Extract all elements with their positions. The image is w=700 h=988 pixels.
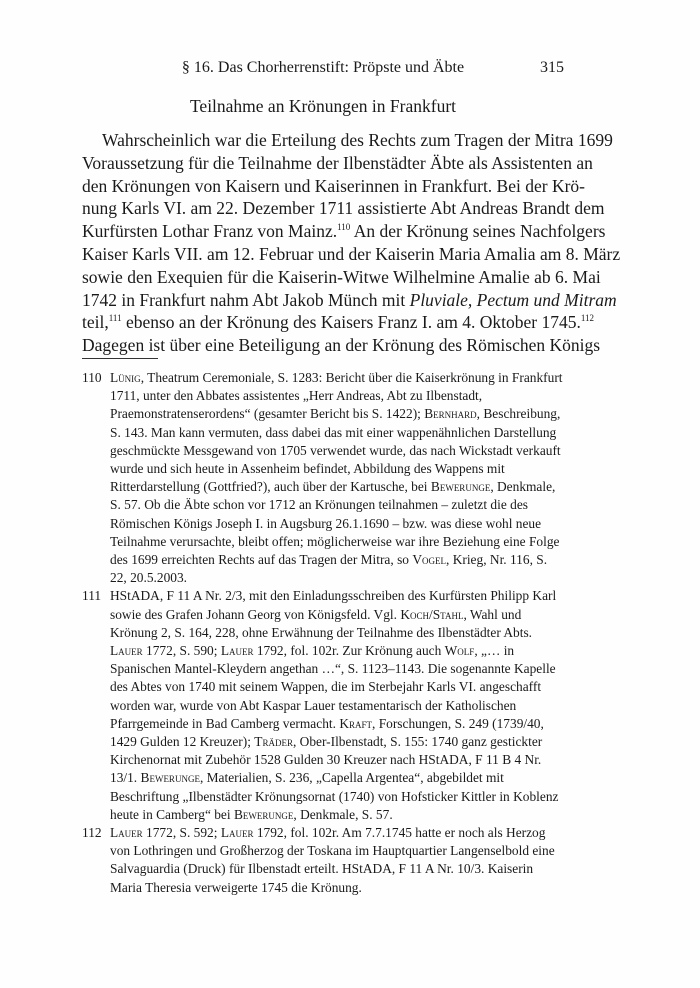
body-text-run: teil, bbox=[82, 312, 109, 333]
footnotes bbox=[82, 369, 564, 897]
italic-phrase: Pluviale, Pectum und Mitram bbox=[409, 289, 617, 310]
footnote-text: , „… in Spanischen Mantel-Kleydern angethan …“, S. 1123–1143. Die sogenannte Kapelle des Abtes von 1740 mit seinem Wappen, die im Sterbejahr Karls VI. angeschafft worden war, wurde von Abt Kaspar Lauer testamentarisch der Katholischen Pfarrgemeinde in Bad Camberg vermacht. bbox=[110, 643, 556, 731]
body-line bbox=[82, 311, 595, 334]
body-line: Dagegen ist über eine Beteiligung an der Krönung des Römischen Königs bbox=[82, 335, 601, 356]
footnote-ref-112[interactable]: 112 bbox=[580, 313, 595, 324]
author-name: Wolf bbox=[444, 643, 475, 659]
body-text-run: 1742 in Frankfurt nahm Abt Jakob Münch mit bbox=[82, 289, 410, 310]
footnote-number: 111 bbox=[82, 588, 102, 604]
footnote-text: 1772, S. 590; bbox=[142, 643, 221, 659]
footnote-111 bbox=[82, 587, 564, 824]
author-name: Koch/Stahl bbox=[400, 606, 464, 622]
footnote-divider bbox=[82, 358, 158, 359]
footnote-text: 1792, fol. 102r. Zur Krönung auch bbox=[253, 643, 445, 659]
author-name: Lünig bbox=[110, 370, 141, 385]
running-title: § 16. Das Chorherrenstift: Pröpste und Äbte bbox=[181, 59, 465, 76]
footnote-text: , Ober-Ilbenstadt, S. 155: 1740 ganz gestickter Kirchenornat mit Zubehör 1528 Gulden 30 Kreuzer nach HStADA, F 11 B 4 Nr. 13/1. bbox=[110, 734, 543, 786]
author-name: Bewerunge bbox=[140, 770, 200, 786]
body-text-run: Kurfürsten Lothar Franz von Mainz. bbox=[82, 221, 338, 242]
author-name: Bewerunge bbox=[430, 479, 491, 495]
body-line: Voraussetzung für die Teilnahme der Ilbenstädter Äbte als Assistenten an bbox=[82, 152, 593, 173]
body-line: Kaiser Karls VII. am 12. Februar und der Kaiserin Maria Amalia am 8. März bbox=[82, 243, 621, 264]
author-name: Lauer bbox=[110, 643, 143, 659]
footnote-text: , Denkmale, S. 57. Ob die Äbte schon vor 1712 an Krönungen teilnahmen – zuletzt die des Römischen Königs Joseph I. in Augsburg 26.1.1690 – bzw. was diese wohl neue Teilnahme verursachte, bleibt offen; möglicherweise war ihre Beziehung eine Folge des 1699 erreichten Rechts auf das Tragen der Mitra, so bbox=[110, 479, 560, 568]
footnote-text: , Wahl und Krönung 2, S. 164, 228, ohne Erwähnung der Teilnahme des Ilbenstädter Abts. bbox=[110, 606, 533, 640]
footnote-number: 112 bbox=[82, 825, 102, 841]
body-line bbox=[82, 289, 617, 312]
body-line: Wahrscheinlich war die Erteilung des Rechts zum Tragen der Mitra 1699 bbox=[102, 130, 613, 150]
body-line: sowie den Exequien für die Kaiserin-Witwe Wilhelmine Amalie ab 6. Mai bbox=[82, 266, 601, 287]
body-line: den Krönungen von Kaisern und Kaiserinnen in Frankfurt. Bei der Krö- bbox=[82, 175, 585, 196]
body-line: nung Karls VI. am 22. Dezember 1711 assistierte Abt Andreas Brandt dem bbox=[82, 198, 605, 219]
footnote-text: , Beschreibung, S. 143. Man kann vermuten, dass dabei das mit einer wappenähnlichen Darstellung geschmückte Messgewand von 1705 verwendet wurde, das nach Wickstadt verkauft wurde und sich heute in Assenheim befindet, Abbildung des Wappens mit Ritterdarstellung (Gottfried?), auch über der Kartusche, bei bbox=[110, 406, 561, 495]
body-paragraph bbox=[82, 129, 621, 357]
footnote-ref-110[interactable]: 110 bbox=[337, 222, 351, 233]
footnote-112 bbox=[82, 824, 564, 897]
footnote-text: 1792, fol. 102r. Am 7.7.1745 hatte er noch als Herzog von Lothringen und Großherzog der Toskana im Hauptquartier Langenselbold eine Salvaguardia (Druck) für Ilbenstadt erteilt. HStADA, F 11 A Nr. 10/3. Kaiserin Maria Theresia verweigerte 1745 die Krönung. bbox=[110, 825, 555, 895]
author-name: Lauer bbox=[110, 825, 143, 841]
footnote-text: , Materialien, S. 236, „Capella Argentea“, abgebildet mit Beschriftung „Ilbenstädter Krönungsornat (1740) von Hofsticker Kittler in Koblenz heute in Camberg“ bei bbox=[110, 770, 559, 822]
footnote-110 bbox=[82, 369, 564, 587]
body-line bbox=[82, 220, 606, 243]
footnote-number: 110 bbox=[82, 370, 102, 385]
footnote-text: , Krieg, Nr. 116, S. 22, 20.5.2003. bbox=[110, 552, 548, 586]
footnote-ref-111[interactable]: 111 bbox=[108, 313, 122, 324]
author-name: Bewerunge bbox=[233, 806, 294, 822]
author-name: Lauer bbox=[220, 825, 254, 841]
author-name: Vogel bbox=[412, 552, 447, 568]
footnote-text: , Forschungen, S. 249 (1739/40, 1429 Gulden 12 Kreuzer); bbox=[110, 715, 544, 750]
section-title: Teilnahme an Krönungen in Frankfurt bbox=[189, 96, 457, 116]
footnote-text: HStADA, F 11 A Nr. 2/3, mit den Einladungsschreiben des Kurfürsten Philipp Karl sowie des Grafen Johann Georg von Königsfeld. Vgl. bbox=[110, 588, 557, 622]
footnote-text: , Theatrum Ceremoniale, S. 1283: Bericht über die Kaiserkrönung in Frankfurt 1711, unter den Abbates assistentes „Herr Andreas, Abt zu Ilbenstadt, Praemonstratenserordens“ (gesamter Bericht bis S. 1422); bbox=[110, 370, 563, 422]
author-name: Bernhard bbox=[424, 406, 477, 422]
author-name: Lauer bbox=[220, 643, 254, 659]
page-number: 315 bbox=[540, 59, 564, 76]
author-name: Träder bbox=[254, 734, 293, 750]
footnote-text: , Denkmale, S. 57. bbox=[293, 806, 393, 822]
body-text-run: An der Krönung seines Nachfolgers bbox=[350, 221, 606, 242]
footnote-text: 1772, S. 592; bbox=[142, 825, 221, 841]
author-name: Kraft bbox=[339, 715, 372, 731]
body-text-run: ebenso an der Krönung des Kaisers Franz I. am 4. Oktober 1745. bbox=[121, 312, 581, 333]
